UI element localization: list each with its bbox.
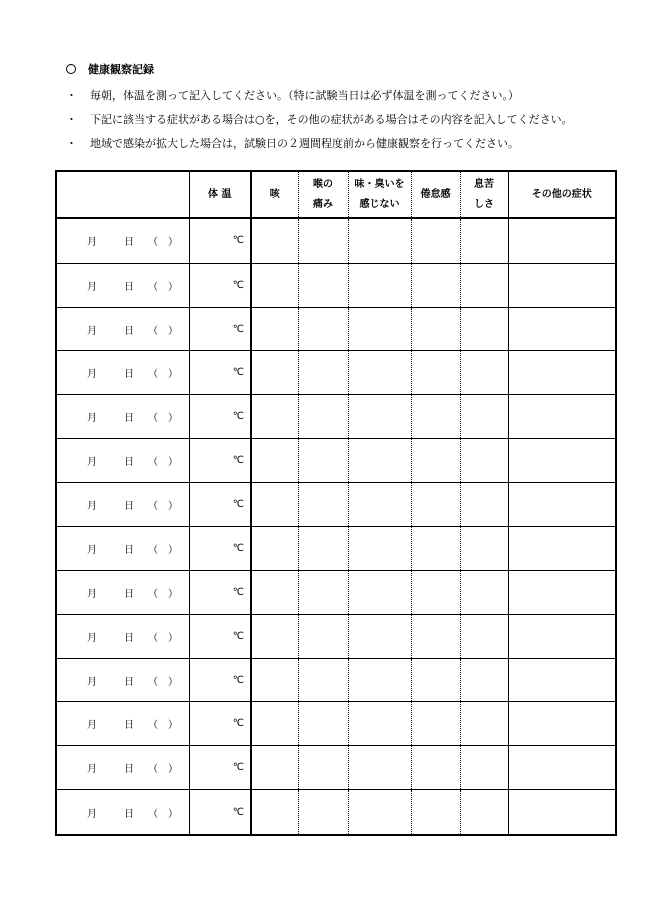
temperature-cell[interactable] xyxy=(189,483,251,527)
date-cell[interactable] xyxy=(56,702,189,746)
fatigue-cell[interactable] xyxy=(411,307,460,351)
breathing-cell[interactable] xyxy=(460,746,508,790)
breathing-cell[interactable] xyxy=(460,307,508,351)
table-row xyxy=(56,614,616,658)
date-cell[interactable] xyxy=(56,218,189,263)
sore-throat-cell[interactable] xyxy=(298,483,348,527)
temperature-cell[interactable] xyxy=(189,439,251,483)
health-record-table xyxy=(55,170,617,836)
breathing-cell[interactable] xyxy=(460,702,508,746)
table-row xyxy=(56,526,616,570)
sore-throat-cell[interactable] xyxy=(298,658,348,702)
taste-smell-cell[interactable] xyxy=(348,614,411,658)
date-cell[interactable] xyxy=(56,790,189,835)
close-paren: ） xyxy=(168,457,178,469)
celsius-unit: ℃ xyxy=(232,674,244,686)
open-paren: （ xyxy=(148,413,158,425)
taste-smell-cell[interactable] xyxy=(348,395,411,439)
table-row xyxy=(56,746,616,790)
temperature-cell[interactable] xyxy=(189,702,251,746)
temperature-cell[interactable] xyxy=(189,614,251,658)
day-label: 日 xyxy=(124,369,134,381)
temperature-cell[interactable] xyxy=(189,526,251,570)
open-paren: （ xyxy=(148,588,158,600)
day-label: 日 xyxy=(124,544,134,556)
fatigue-cell[interactable] xyxy=(411,526,460,570)
instruction-1 xyxy=(66,87,519,103)
cough-cell[interactable] xyxy=(251,351,298,395)
date-cell[interactable] xyxy=(56,570,189,614)
instruction-2 xyxy=(66,111,573,127)
fatigue-cell[interactable] xyxy=(411,702,460,746)
temperature-cell[interactable] xyxy=(189,351,251,395)
sore-throat-cell[interactable] xyxy=(298,307,348,351)
table-header-row xyxy=(56,171,616,218)
other-symptoms-cell[interactable] xyxy=(508,439,616,483)
taste-smell-cell[interactable] xyxy=(348,702,411,746)
temperature-cell[interactable] xyxy=(189,307,251,351)
table-row xyxy=(56,790,616,835)
cough-cell[interactable] xyxy=(251,746,298,790)
table-row xyxy=(56,263,616,307)
date-cell[interactable] xyxy=(56,351,189,395)
taste-smell-cell[interactable] xyxy=(348,351,411,395)
breathing-cell[interactable] xyxy=(460,658,508,702)
celsius-unit: ℃ xyxy=(232,279,244,291)
cough-cell[interactable] xyxy=(251,702,298,746)
other-symptoms-cell[interactable] xyxy=(508,526,616,570)
open-paren: （ xyxy=(148,544,158,556)
month-label: 月 xyxy=(87,720,97,732)
fatigue-cell[interactable] xyxy=(411,658,460,702)
fatigue-cell[interactable] xyxy=(411,790,460,835)
open-paren: （ xyxy=(148,676,158,688)
close-paren: ） xyxy=(168,413,178,425)
breathing-cell[interactable] xyxy=(460,526,508,570)
close-paren: ） xyxy=(168,325,178,337)
celsius-unit: ℃ xyxy=(232,235,244,247)
table-body xyxy=(56,218,616,835)
instruction-text: 下記に該当する症状がある場合は○を，その他の症状がある場合はその内容を記入してください。 xyxy=(90,113,573,126)
table-row xyxy=(56,307,616,351)
instruction-text: 地域で感染が拡大した場合は，試験日の２週間程度前から健康観察を行ってください。 xyxy=(90,137,519,150)
cough-cell[interactable] xyxy=(251,483,298,527)
close-paren: ） xyxy=(168,632,178,644)
taste-smell-cell[interactable] xyxy=(348,570,411,614)
table-row xyxy=(56,351,616,395)
open-paren: （ xyxy=(148,457,158,469)
fatigue-cell[interactable] xyxy=(411,395,460,439)
fatigue-cell[interactable] xyxy=(411,439,460,483)
fatigue-cell[interactable] xyxy=(411,263,460,307)
day-label: 日 xyxy=(124,720,134,732)
temperature-cell[interactable] xyxy=(189,263,251,307)
open-paren: （ xyxy=(148,501,158,513)
temperature-cell[interactable] xyxy=(189,395,251,439)
month-label: 月 xyxy=(87,281,97,293)
day-label: 日 xyxy=(124,237,134,249)
day-label: 日 xyxy=(124,764,134,776)
table-row xyxy=(56,218,616,263)
taste-smell-cell[interactable] xyxy=(348,307,411,351)
month-label: 月 xyxy=(87,501,97,513)
table-row xyxy=(56,658,616,702)
breathing-cell[interactable] xyxy=(460,351,508,395)
header-cough: 咳 xyxy=(251,171,298,218)
temperature-cell[interactable] xyxy=(189,658,251,702)
circle-bullet-icon xyxy=(66,64,76,74)
breathing-cell[interactable] xyxy=(460,395,508,439)
month-label: 月 xyxy=(87,632,97,644)
sore-throat-cell[interactable] xyxy=(298,351,348,395)
open-paren: （ xyxy=(148,632,158,644)
day-label: 日 xyxy=(124,501,134,513)
celsius-unit: ℃ xyxy=(232,718,244,730)
other-symptoms-cell[interactable] xyxy=(508,307,616,351)
celsius-unit: ℃ xyxy=(232,586,244,598)
date-cell[interactable] xyxy=(56,439,189,483)
cough-cell[interactable] xyxy=(251,570,298,614)
temperature-cell[interactable] xyxy=(189,570,251,614)
close-paren: ） xyxy=(168,764,178,776)
header-temperature: 体 温 xyxy=(189,171,251,218)
celsius-unit: ℃ xyxy=(232,455,244,467)
celsius-unit: ℃ xyxy=(232,367,244,379)
date-cell[interactable] xyxy=(56,526,189,570)
taste-smell-cell[interactable] xyxy=(348,790,411,835)
close-paren: ） xyxy=(168,369,178,381)
taste-smell-cell[interactable] xyxy=(348,746,411,790)
celsius-unit: ℃ xyxy=(232,411,244,423)
sore-throat-cell[interactable] xyxy=(298,702,348,746)
celsius-unit: ℃ xyxy=(232,499,244,511)
month-label: 月 xyxy=(87,413,97,425)
close-paren: ） xyxy=(168,676,178,688)
bullet-dot-icon: ・ xyxy=(66,137,77,150)
sore-throat-cell[interactable] xyxy=(298,439,348,483)
cough-cell[interactable] xyxy=(251,263,298,307)
close-paren: ） xyxy=(168,588,178,600)
open-paren: （ xyxy=(148,237,158,249)
other-symptoms-cell[interactable] xyxy=(508,702,616,746)
fatigue-cell[interactable] xyxy=(411,614,460,658)
sore-throat-cell[interactable] xyxy=(298,790,348,835)
breathing-cell[interactable] xyxy=(460,439,508,483)
table-row xyxy=(56,570,616,614)
heading-text: 健康観察記録 xyxy=(88,63,154,76)
month-label: 月 xyxy=(87,457,97,469)
month-label: 月 xyxy=(87,676,97,688)
taste-smell-cell[interactable] xyxy=(348,218,411,263)
table-row xyxy=(56,395,616,439)
taste-smell-cell[interactable] xyxy=(348,263,411,307)
cough-cell[interactable] xyxy=(251,658,298,702)
date-cell[interactable] xyxy=(56,395,189,439)
breathing-cell[interactable] xyxy=(460,263,508,307)
header-other-symptoms: その他の症状 xyxy=(508,171,616,218)
fatigue-cell[interactable] xyxy=(411,351,460,395)
sore-throat-cell[interactable] xyxy=(298,614,348,658)
fatigue-cell[interactable] xyxy=(411,570,460,614)
cough-cell[interactable] xyxy=(251,614,298,658)
open-paren: （ xyxy=(148,764,158,776)
open-paren: （ xyxy=(148,325,158,337)
month-label: 月 xyxy=(87,808,97,820)
sore-throat-cell[interactable] xyxy=(298,570,348,614)
celsius-unit: ℃ xyxy=(232,630,244,642)
taste-smell-cell[interactable] xyxy=(348,658,411,702)
fatigue-cell[interactable] xyxy=(411,483,460,527)
month-label: 月 xyxy=(87,325,97,337)
temperature-cell[interactable] xyxy=(189,790,251,835)
date-cell[interactable] xyxy=(56,263,189,307)
close-paren: ） xyxy=(168,544,178,556)
fatigue-cell[interactable] xyxy=(411,218,460,263)
sore-throat-cell[interactable] xyxy=(298,218,348,263)
date-cell[interactable] xyxy=(56,307,189,351)
cough-cell[interactable] xyxy=(251,790,298,835)
sore-throat-cell[interactable] xyxy=(298,263,348,307)
day-label: 日 xyxy=(124,325,134,337)
sore-throat-cell[interactable] xyxy=(298,395,348,439)
instruction-text: 毎朝，体温を測って記入してください。（特に試験当日は必ず体温を測ってください。） xyxy=(90,89,519,102)
temperature-cell[interactable] xyxy=(189,746,251,790)
other-symptoms-cell[interactable] xyxy=(508,658,616,702)
header-taste-smell: 味・臭いを 感じない xyxy=(348,171,411,218)
taste-smell-cell[interactable] xyxy=(348,439,411,483)
other-symptoms-cell[interactable] xyxy=(508,263,616,307)
day-label: 日 xyxy=(124,588,134,600)
celsius-unit: ℃ xyxy=(232,806,244,818)
date-cell[interactable] xyxy=(56,614,189,658)
taste-smell-cell[interactable] xyxy=(348,526,411,570)
other-symptoms-cell[interactable] xyxy=(508,483,616,527)
other-symptoms-cell[interactable] xyxy=(508,614,616,658)
other-symptoms-cell[interactable] xyxy=(508,746,616,790)
sore-throat-cell[interactable] xyxy=(298,526,348,570)
date-cell[interactable] xyxy=(56,483,189,527)
celsius-unit: ℃ xyxy=(232,762,244,774)
month-label: 月 xyxy=(87,237,97,249)
other-symptoms-cell[interactable] xyxy=(508,218,616,263)
celsius-unit: ℃ xyxy=(232,323,244,335)
close-paren: ） xyxy=(168,237,178,249)
cough-cell[interactable] xyxy=(251,218,298,263)
temperature-cell[interactable] xyxy=(189,218,251,263)
header-fatigue: 倦怠感 xyxy=(411,171,460,218)
open-paren: （ xyxy=(148,369,158,381)
table-row xyxy=(56,702,616,746)
close-paren: ） xyxy=(168,808,178,820)
day-label: 日 xyxy=(124,281,134,293)
fatigue-cell[interactable] xyxy=(411,746,460,790)
breathing-cell[interactable] xyxy=(460,790,508,835)
bullet-dot-icon: ・ xyxy=(66,113,77,126)
month-label: 月 xyxy=(87,588,97,600)
date-cell[interactable] xyxy=(56,658,189,702)
month-label: 月 xyxy=(87,764,97,776)
bullet-dot-icon: ・ xyxy=(66,89,77,102)
other-symptoms-cell[interactable] xyxy=(508,351,616,395)
day-label: 日 xyxy=(124,632,134,644)
section-heading xyxy=(66,61,154,77)
table-row xyxy=(56,483,616,527)
table-row xyxy=(56,439,616,483)
header-sore-throat: 喉の 痛み xyxy=(298,171,348,218)
date-cell[interactable] xyxy=(56,746,189,790)
day-label: 日 xyxy=(124,457,134,469)
day-label: 日 xyxy=(124,676,134,688)
day-label: 日 xyxy=(124,808,134,820)
sore-throat-cell[interactable] xyxy=(298,746,348,790)
header-breathing: 息苦 しさ xyxy=(460,171,508,218)
cough-cell[interactable] xyxy=(251,395,298,439)
header-date xyxy=(56,171,189,218)
breathing-cell[interactable] xyxy=(460,570,508,614)
close-paren: ） xyxy=(168,501,178,513)
open-paren: （ xyxy=(148,808,158,820)
breathing-cell[interactable] xyxy=(460,614,508,658)
open-paren: （ xyxy=(148,720,158,732)
other-symptoms-cell[interactable] xyxy=(508,570,616,614)
close-paren: ） xyxy=(168,720,178,732)
close-paren: ） xyxy=(168,281,178,293)
breathing-cell[interactable] xyxy=(460,483,508,527)
cough-cell[interactable] xyxy=(251,307,298,351)
celsius-unit: ℃ xyxy=(232,542,244,554)
month-label: 月 xyxy=(87,544,97,556)
day-label: 日 xyxy=(124,413,134,425)
taste-smell-cell[interactable] xyxy=(348,483,411,527)
cough-cell[interactable] xyxy=(251,526,298,570)
instruction-3 xyxy=(66,135,519,151)
breathing-cell[interactable] xyxy=(460,218,508,263)
month-label: 月 xyxy=(87,369,97,381)
open-paren: （ xyxy=(148,281,158,293)
other-symptoms-cell[interactable] xyxy=(508,790,616,835)
cough-cell[interactable] xyxy=(251,439,298,483)
other-symptoms-cell[interactable] xyxy=(508,395,616,439)
